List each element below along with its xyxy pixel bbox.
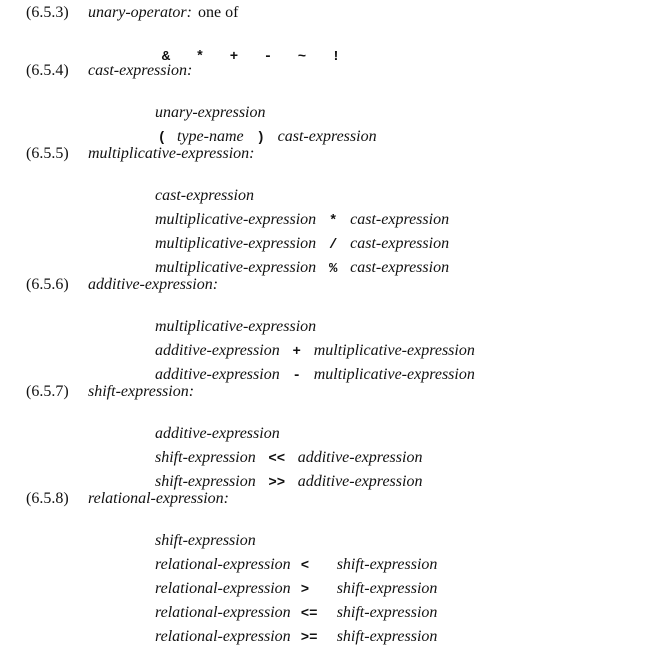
section-number: (6.5.3) xyxy=(26,4,69,21)
token: + xyxy=(229,49,239,65)
open-paren-token: ( xyxy=(157,130,167,146)
production-lhs: multiplicative-expression xyxy=(155,211,317,228)
production-line xyxy=(139,514,256,549)
production-lhs: multiplicative-expression xyxy=(155,318,317,335)
production-lhs: shift-expression xyxy=(155,449,256,466)
production-rhs: cast-expression xyxy=(350,211,450,228)
production-line xyxy=(139,86,266,121)
production-lhs: unary-expression xyxy=(155,104,266,121)
production-line xyxy=(139,169,254,204)
type-name-term: type-name xyxy=(177,128,244,145)
close-paren-token: ) xyxy=(256,130,265,146)
operator-token: - xyxy=(292,368,301,384)
production-line xyxy=(139,324,475,360)
production-lhs: shift-expression xyxy=(155,473,256,490)
operator-token: <= xyxy=(300,606,318,622)
production-rhs: additive-expression xyxy=(297,473,423,490)
operator-token: > xyxy=(300,582,310,598)
production-line xyxy=(139,241,450,277)
operator-token: / xyxy=(328,237,338,253)
token: & xyxy=(161,49,171,65)
production-rhs: multiplicative-expression xyxy=(313,342,475,359)
token: ! xyxy=(331,49,341,65)
production-rhs: additive-expression xyxy=(297,449,423,466)
production-lhs: additive-expression xyxy=(155,366,280,383)
section-number: (6.5.4) xyxy=(26,62,69,79)
token: ~ xyxy=(297,49,307,65)
nonterminal-name: unary-operator: xyxy=(88,4,192,21)
production-line xyxy=(139,455,423,491)
operator-token: >> xyxy=(268,475,286,491)
production-rhs: shift-expression xyxy=(336,580,438,597)
operator-token: >= xyxy=(300,630,318,646)
operator-token: < xyxy=(300,558,310,574)
section-number: (6.5.8) xyxy=(26,490,69,507)
production-rhs: shift-expression xyxy=(336,628,438,645)
production-rhs: cast-expression xyxy=(350,235,450,252)
section-number: (6.5.6) xyxy=(26,276,69,293)
token: * xyxy=(195,49,205,65)
production-lhs: relational-expression xyxy=(155,556,291,573)
production-lhs: additive-expression xyxy=(155,425,280,442)
nonterminal-name: shift-expression: xyxy=(88,383,195,400)
production-lhs: cast-expression xyxy=(155,187,254,204)
token: - xyxy=(263,49,273,65)
operator-token: * xyxy=(328,213,338,229)
production-rhs: multiplicative-expression xyxy=(313,366,475,383)
production-line xyxy=(139,193,450,229)
nonterminal-name: additive-expression: xyxy=(88,276,219,293)
production-lhs: additive-expression xyxy=(155,342,280,359)
production-line xyxy=(139,538,438,574)
production-line xyxy=(139,610,438,646)
nonterminal-name: multiplicative-expression: xyxy=(88,145,255,162)
production-lhs: shift-expression xyxy=(155,532,256,549)
production-lhs: relational-expression xyxy=(155,628,291,645)
production-line xyxy=(139,348,475,384)
section-number: (6.5.7) xyxy=(26,383,69,400)
nonterminal-name: relational-expression: xyxy=(88,490,230,507)
production-lhs: relational-expression xyxy=(155,580,291,597)
production-line xyxy=(139,110,377,146)
nonterminal-heading xyxy=(88,4,238,22)
production-line xyxy=(139,431,423,467)
production-lhs: multiplicative-expression xyxy=(155,235,317,252)
operator-token: << xyxy=(268,451,286,467)
production-lhs: multiplicative-expression xyxy=(155,259,317,276)
operator-token: % xyxy=(328,261,338,277)
production-line xyxy=(139,300,317,335)
production-line xyxy=(139,586,438,622)
section-number: (6.5.5) xyxy=(26,145,69,162)
production-rhs: cast-expression xyxy=(350,259,450,276)
production-line xyxy=(139,217,450,253)
production-lhs: relational-expression xyxy=(155,604,291,621)
production-rhs: cast-expression xyxy=(277,128,377,145)
production-line xyxy=(139,562,438,598)
nonterminal-name: cast-expression: xyxy=(88,62,193,79)
production-rhs: shift-expression xyxy=(336,556,438,573)
production-line xyxy=(139,407,280,442)
operator-token: + xyxy=(292,344,301,360)
production-rhs: shift-expression xyxy=(336,604,438,621)
one-of-text: one of xyxy=(197,4,239,21)
token-list xyxy=(139,29,359,65)
